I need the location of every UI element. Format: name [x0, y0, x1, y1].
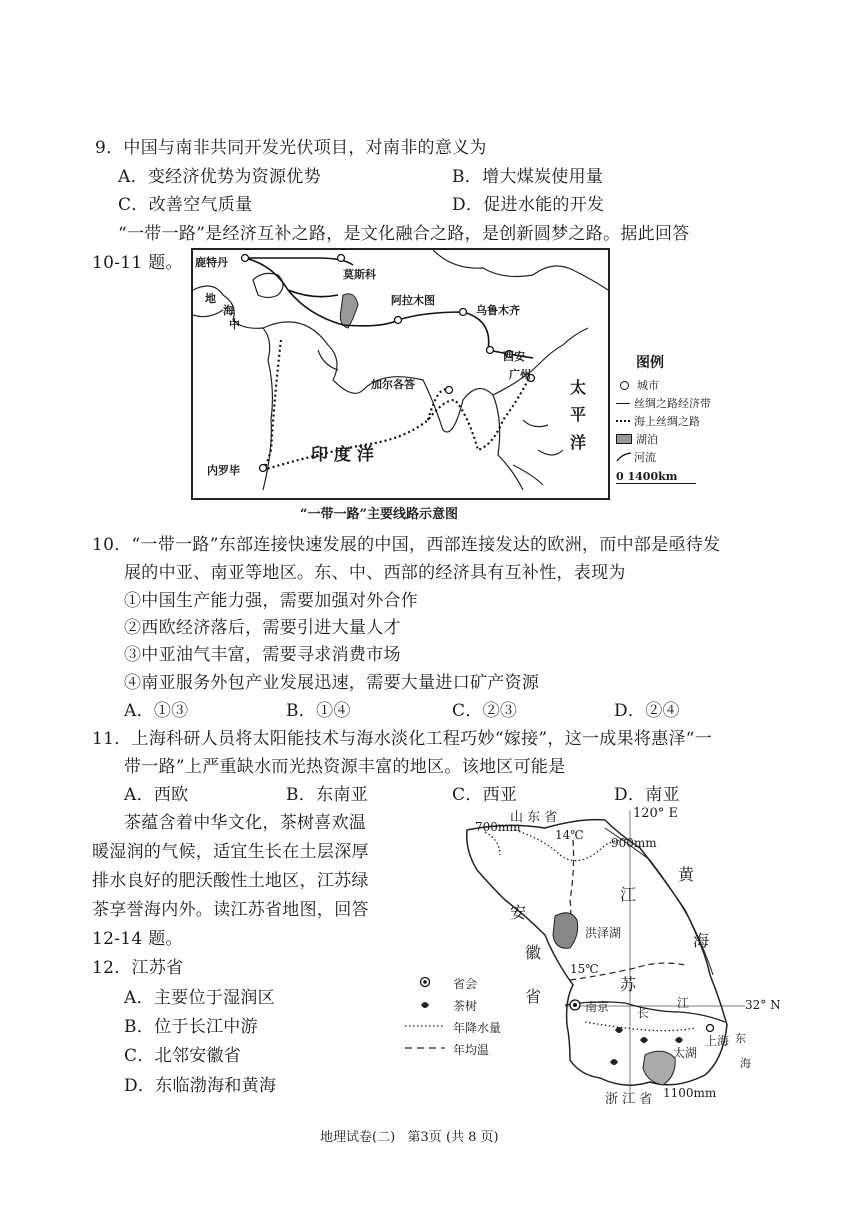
city-marker [338, 255, 345, 262]
region-pacific-3: 洋 [570, 433, 587, 452]
legend-tea-icon [421, 1002, 429, 1008]
label-huang: 黄 [678, 865, 695, 884]
label-jiang: 江 [620, 885, 637, 904]
region-hai: 海 [223, 304, 234, 317]
page-footer: 地理试卷(二) 第3页 (共 8 页) [320, 1130, 499, 1145]
label-shandong: 山 东 省 [510, 810, 558, 825]
label-32n: 32° N [745, 998, 781, 1012]
label-an: 安 [510, 903, 527, 922]
city-marker [242, 255, 249, 262]
region-pacific-2: 平 [570, 405, 587, 424]
q10-item-3: ③中亚油气丰富，需要寻求消费市场 [124, 645, 401, 665]
q11-option-a: A．西欧 [124, 785, 189, 805]
q9-option-d: D．促进水能的开发 [452, 195, 605, 215]
isohyet-1100 [585, 1022, 695, 1031]
label-hongze: 洪泽湖 [585, 926, 622, 940]
legend-tea-label: 茶树 [453, 999, 478, 1013]
belt-road-legend [616, 352, 714, 492]
maritime-silk-road [263, 340, 528, 470]
city-marker [260, 465, 267, 472]
q12-option-a: A．主要位于湿润区 [124, 988, 275, 1008]
label-15c: 15℃ [570, 962, 599, 976]
city-kolkata: 加尔各答 [371, 378, 415, 391]
legend-temp-label: 年均温 [453, 1043, 490, 1057]
q11-option-c: C．西亚 [452, 785, 518, 805]
city-urumqi: 乌鲁木齐 [476, 304, 520, 317]
q11-option-b: B．东南亚 [286, 785, 368, 805]
label-700mm: 700mm [475, 820, 521, 834]
label-shanghai: 上海 [705, 1034, 730, 1048]
q12-option-d: D．东临渤海和黄海 [124, 1076, 277, 1096]
intro-12-14-line5: 12-14 题。 [92, 929, 183, 949]
label-su: 苏 [620, 975, 637, 994]
q12-option-c: C．北邻安徽省 [124, 1046, 242, 1066]
q10-option-c: C．②③ [452, 701, 518, 721]
map1-caption: “一带一路”主要线路示意图 [300, 507, 458, 522]
city-marker [460, 309, 467, 316]
q9-option-b: B．增大煤炭使用量 [452, 167, 604, 187]
intro-12-14-line2: 暖湿润的气候，适宜生长在土层深厚 [92, 842, 369, 862]
city-symbol-icon [620, 381, 629, 390]
intro-12-14-line4: 茶享誉海内外。读江苏省地图，回答 [92, 900, 369, 920]
city-marker [395, 317, 402, 324]
taihu-lake [643, 1051, 675, 1085]
label-dong: 东 [735, 1032, 746, 1045]
legend-lake: 湖泊 [616, 430, 714, 448]
city-almaty: 阿拉木图 [391, 294, 435, 307]
intro-12-14-line3: 排水良好的肥沃酸性土地区，江苏绿 [92, 871, 369, 891]
city-guangzhou: 广州 [509, 368, 531, 381]
q10-item-4: ④南亚服务外包产业发展迅速，需要大量进口矿产资源 [124, 673, 540, 693]
label-zhejiang: 浙 江 省 [605, 1092, 653, 1107]
city-marker [487, 347, 494, 354]
belt-road-map-svg [193, 250, 608, 498]
intro-12-14-line1: 茶蕴含着中华文化，茶树喜欢温 [124, 813, 367, 833]
q10-item-1: ①中国生产能力强，需要加强对外合作 [124, 591, 419, 611]
label-900mm: 900mm [611, 836, 657, 850]
label-hai-2: 海 [740, 1057, 751, 1070]
city-xian: 西安 [503, 350, 525, 363]
legend-river: 河流 [616, 448, 714, 466]
q9-stem: 9．中国与南非共同开发光伏项目，对南非的意义为 [95, 138, 487, 158]
region-di: 地 [205, 292, 216, 305]
q12-option-b: B．位于长江中游 [124, 1017, 258, 1037]
city-marker-shanghai [707, 1025, 714, 1032]
lake-symbol-icon [616, 434, 632, 444]
q11-stem-line1: 11．上海科研人员将太阳能技术与海水淡化工程巧妙“嫁接”，这一成果将惠泽“一 [92, 729, 713, 749]
isohyet-700 [485, 832, 500, 855]
legend-maritime: 海上丝绸之路 [616, 412, 714, 430]
label-hai: 海 [693, 931, 710, 950]
q11-stem-line2: 带一路”上严重缺水而光热资源丰富的地区。该地区可能是 [124, 757, 566, 777]
legend-title: 图例 [636, 355, 664, 371]
q12-stem: 12．江苏省 [92, 958, 184, 978]
city-rotterdam: 鹿特丹 [195, 256, 228, 269]
q10-option-b: B．①④ [286, 701, 351, 721]
city-moscow: 莫斯科 [343, 268, 376, 281]
hongze-lake [553, 913, 578, 948]
region-zhong: 中 [229, 318, 240, 331]
caspian-lake [340, 294, 358, 328]
label-14c: 14℃ [555, 828, 584, 842]
dotted-line-icon [616, 420, 630, 422]
q10-item-2: ②西欧经济落后，需要引进大量人才 [124, 618, 401, 638]
legend-precip-label: 年降水量 [453, 1021, 502, 1035]
q10-option-a: A．①③ [124, 701, 189, 721]
belt-road-map [191, 248, 610, 500]
label-taihu: 太湖 [673, 1046, 698, 1060]
solid-line-icon [616, 403, 630, 404]
city-marker [446, 387, 453, 394]
label-jiang-river: 江 [677, 996, 690, 1010]
q9-option-a: A．变经济优势为资源优势 [118, 167, 321, 187]
jiangsu-map [405, 800, 785, 1110]
legend-city: 城市 [616, 376, 714, 394]
region-indian-ocean: 印 度 洋 [311, 445, 374, 465]
q11-option-d: D．南亚 [614, 785, 680, 805]
label-hui: 徽 [525, 943, 542, 962]
label-sheng: 省 [525, 987, 542, 1006]
legend-capital-label: 省会 [453, 977, 478, 991]
intro-10-11-line2: 10-11 题。 [92, 253, 183, 273]
q10-stem-line1: 10．“一带一路”东部连接快速发展的中国，西部连接发达的欧洲，而中部是亟待发 [92, 535, 721, 555]
label-1100mm: 1100mm [663, 1086, 717, 1100]
label-120e: 120° E [633, 806, 678, 821]
q9-option-c: C．改善空气质量 [118, 195, 253, 215]
region-pacific-1: 太 [570, 378, 587, 397]
q10-stem-line2: 展的中亚、南亚等地区。东、中、西部的经济具有互补性，表现为 [124, 563, 626, 583]
jiangsu-map-svg [405, 800, 785, 1110]
label-chang: 长 [637, 1006, 650, 1020]
scale-bar: 0 1400km [616, 470, 696, 484]
label-nanjing: 南京 [585, 1000, 610, 1014]
city-nairobi: 内罗毕 [207, 464, 240, 477]
q10-option-d: D．②④ [614, 701, 680, 721]
intro-10-11-line1: “一带一路”是经济互补之路，是文化融合之路，是创新圆梦之路。据此回答 [118, 224, 690, 244]
legend-silk-belt: 丝绸之路经济带 [616, 394, 714, 412]
river-symbol-icon [616, 452, 632, 462]
